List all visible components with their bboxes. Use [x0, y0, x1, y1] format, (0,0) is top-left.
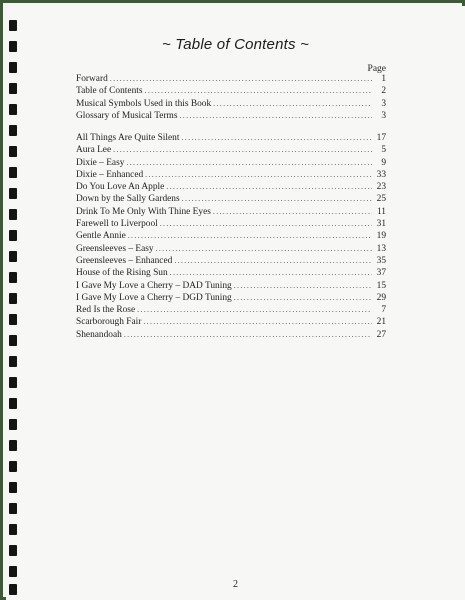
toc-entry: [76, 110, 386, 122]
toc-entry-title: Greensleeves – Easy: [76, 243, 154, 254]
toc-entry-title: Forward: [76, 74, 108, 84]
toc-entry-page: 37: [376, 268, 386, 279]
toc-entry-page: 2: [381, 86, 386, 97]
toc-entry-title: Musical Symbols Used in this Book: [76, 98, 212, 109]
page-number: 2: [233, 579, 238, 590]
toc-entry-title: Shenandoah: [76, 329, 122, 340]
toc-entry-title: Red Is the Rose: [76, 305, 136, 316]
toc-entry: [76, 181, 386, 193]
book-page: [6, 6, 465, 600]
binding-coil: [9, 167, 17, 178]
toc-entry-title: Aura Lee: [76, 145, 112, 156]
toc-entry-title: Dixie – Easy: [76, 157, 125, 168]
dot-leader: [110, 73, 372, 85]
toc-entry-title: All Things Are Quite Silent: [76, 133, 180, 143]
binding-coil: [9, 524, 17, 535]
toc-entry-title: Scarborough Fair: [76, 317, 142, 328]
page-column-label: Page: [367, 64, 386, 74]
toc-entry-page: 1: [381, 74, 386, 84]
toc-entry-page: 13: [376, 243, 386, 254]
dot-leader: [145, 169, 372, 181]
binding-coil: [9, 440, 17, 451]
toc-entry: [76, 329, 386, 341]
toc-entry-page: 31: [376, 219, 386, 230]
toc-entry: [76, 85, 386, 97]
toc-entry-page: 19: [376, 231, 386, 242]
dot-leader: [180, 110, 373, 122]
binding-coil: [9, 188, 17, 199]
binding-coil: [9, 377, 17, 388]
binding-coil: [9, 20, 17, 31]
toc-entry-title: Dixie – Enhanced: [76, 169, 144, 180]
toc-entry-title: I Gave My Love a Cherry – DGD Tuning: [76, 292, 232, 303]
binding-coil: [9, 104, 17, 115]
toc-entry: [76, 316, 386, 328]
dot-leader: [182, 193, 372, 205]
dot-leader: [156, 243, 372, 255]
dot-leader: [126, 157, 372, 169]
binding-coil: [9, 335, 17, 346]
toc-entry: [76, 280, 386, 292]
dot-leader: [113, 144, 372, 156]
toc-entry-page: 21: [376, 317, 386, 328]
toc-entry-page: 27: [376, 329, 386, 340]
dot-leader: [145, 85, 372, 97]
toc-entry-page: 5: [381, 145, 386, 156]
toc-entry-page: 29: [376, 292, 386, 303]
toc-entry: [76, 206, 386, 218]
toc-entry-title: Drink To Me Only With Thine Eyes: [76, 206, 211, 217]
toc-entry: [76, 267, 386, 279]
dot-leader: [213, 98, 372, 110]
toc-entry-page: 23: [376, 182, 386, 193]
toc-entry: [76, 157, 386, 169]
dot-leader: [128, 230, 372, 242]
toc-entry-page: 17: [376, 133, 386, 143]
dot-leader: [160, 218, 372, 230]
toc-entry-title: Down by the Sally Gardens: [76, 194, 180, 205]
toc-front-matter: [76, 73, 386, 122]
dot-leader: [143, 316, 372, 328]
dot-leader: [166, 181, 372, 193]
toc-entry-title: I Gave My Love a Cherry – DAD Tuning: [76, 280, 232, 291]
dot-leader: [137, 304, 372, 316]
toc-entry: [76, 230, 386, 242]
toc-entry-page: 3: [381, 98, 386, 109]
toc-entry-title: Gentle Annie: [76, 231, 126, 242]
dot-leader: [170, 267, 372, 279]
toc-entry-page: 11: [376, 206, 386, 217]
dot-leader: [124, 329, 372, 341]
toc-entry: [76, 169, 386, 181]
toc-entry-page: 33: [376, 169, 386, 180]
binding-coil: [9, 146, 17, 157]
page-title: ~ Table of Contents ~: [161, 36, 310, 53]
toc-entry: [76, 304, 386, 316]
binding-coil: [9, 356, 17, 367]
dot-leader: [181, 132, 372, 144]
toc-entry-page: 25: [376, 194, 386, 205]
binding-coil: [9, 419, 17, 430]
binding-coil: [9, 209, 17, 220]
binding-coil: [9, 293, 17, 304]
toc-songs: [76, 132, 386, 341]
spiral-binding: [6, 6, 20, 600]
dot-leader: [174, 255, 372, 267]
dot-leader: [234, 292, 372, 304]
toc-entry: [76, 218, 386, 230]
toc-entry-title: House of the Rising Sun: [76, 268, 168, 279]
binding-coil: [9, 482, 17, 493]
toc-entry-page: 7: [381, 305, 386, 316]
toc-entry-page: 9: [381, 157, 386, 168]
dot-leader: [234, 280, 372, 292]
toc-entry: [76, 144, 386, 156]
binding-coil: [9, 83, 17, 94]
binding-coil: [9, 503, 17, 514]
toc-entry: [76, 132, 386, 144]
binding-coil: [9, 314, 17, 325]
binding-coil: [9, 272, 17, 283]
binding-coil: [9, 545, 17, 556]
toc-entry-title: Greensleeves – Enhanced: [76, 255, 173, 266]
toc-entry: [76, 292, 386, 304]
toc-entry-title: Do You Love An Apple: [76, 182, 165, 193]
binding-coil: [9, 461, 17, 472]
toc-entry-page: 3: [381, 110, 386, 121]
toc-entry: [76, 73, 386, 85]
toc-entry: [76, 255, 386, 267]
toc-entry-page: 15: [376, 280, 386, 291]
binding-coil: [9, 251, 17, 262]
toc-entry-title: Farewell to Liverpool: [76, 219, 158, 230]
dot-leader: [213, 206, 372, 218]
toc-entry-title: Table of Contents: [76, 86, 143, 97]
binding-coil: [9, 125, 17, 136]
toc-entry: [76, 243, 386, 255]
binding-coil: [9, 62, 17, 73]
binding-coil: [9, 230, 17, 241]
toc-entry-page: 35: [376, 255, 386, 266]
binding-coil: [9, 566, 17, 577]
toc-entry-title: Glossary of Musical Terms: [76, 110, 178, 121]
toc-entry: [76, 193, 386, 205]
binding-coil: [9, 398, 17, 409]
toc-entry: [76, 98, 386, 110]
